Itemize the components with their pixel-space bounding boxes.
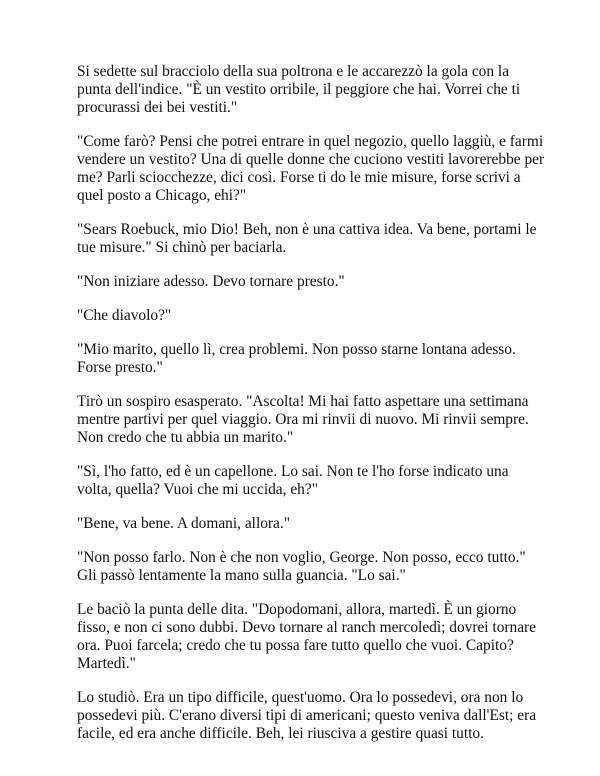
paragraph-6: "Mio marito, quello lì, crea problemi. Non posso starne lontana adesso. Forse presto." xyxy=(77,341,516,376)
document-page xyxy=(77,63,547,759)
paragraph-11: Le baciò la punta delle dita. "Dopodomani, allora, martedì. È un giorno fisso, e non ci sono dubbi. Devo tornare al ranch mercoledì; dovrei tornare ora. Puoi farcela; credo che tu possa fare tutto quello che vuoi. Capito? Martedì." xyxy=(77,601,537,672)
paragraph-8: "Sì, l'ho fatto, ed è un capellone. Lo sai. Non te l'ho forse indicato una volta, quella? Vuoi che mi uccida, eh?" xyxy=(77,463,509,498)
paragraph-3: "Sears Roebuck, mio Dio! Beh, non è una cattiva idea. Va bene, portami le tue misure." Si chinò per baciarla. xyxy=(77,221,537,256)
paragraph-1: Si sedette sul bracciolo della sua poltrona e le accarezzò la gola con la punta dell'indice. "È un vestito orribile, il peggiore che hai. Vorrei che ti procurassi dei bei vestiti." xyxy=(77,63,521,116)
paragraph-9: "Bene, va bene. A domani, allora." xyxy=(77,515,291,532)
paragraph-5: "Che diavolo?" xyxy=(77,307,172,324)
paragraph-7: Tirò un sospiro esasperato. "Ascolta! Mi hai fatto aspettare una settimana mentre partivi per quel viaggio. Ora mi rinvii di nuovo. Mi rinvii sempre. Non credo che tu abbia un marito." xyxy=(77,393,529,446)
paragraph-10: "Non posso farlo. Non è che non voglio, George. Non posso, ecco tutto." Gli passò lentamente la mano sulla guancia. "Lo sai." xyxy=(77,549,526,584)
paragraph-4: "Non iniziare adesso. Devo tornare presto." xyxy=(77,273,345,290)
paragraph-2: "Come farò? Pensi che potrei entrare in quel negozio, quello laggiù, e farmi vendere un vestito? Una di quelle donne che cuciono vestiti lavorerebbe per me? Parli sciocchezze, dici così. Forse ti do le mie misure, forse scrivi a quel posto a Chicago, ehi?" xyxy=(77,133,545,204)
paragraph-12: Lo studiò. Era un tipo difficile, quest'uomo. Ora lo possedevi, ora non lo possedevi più. C'erano diversi tipi di americani; questo veniva dall'Est; era facile, ed era anche difficile. Beh, lei riusciva a gestire quasi tutto. xyxy=(77,689,537,742)
